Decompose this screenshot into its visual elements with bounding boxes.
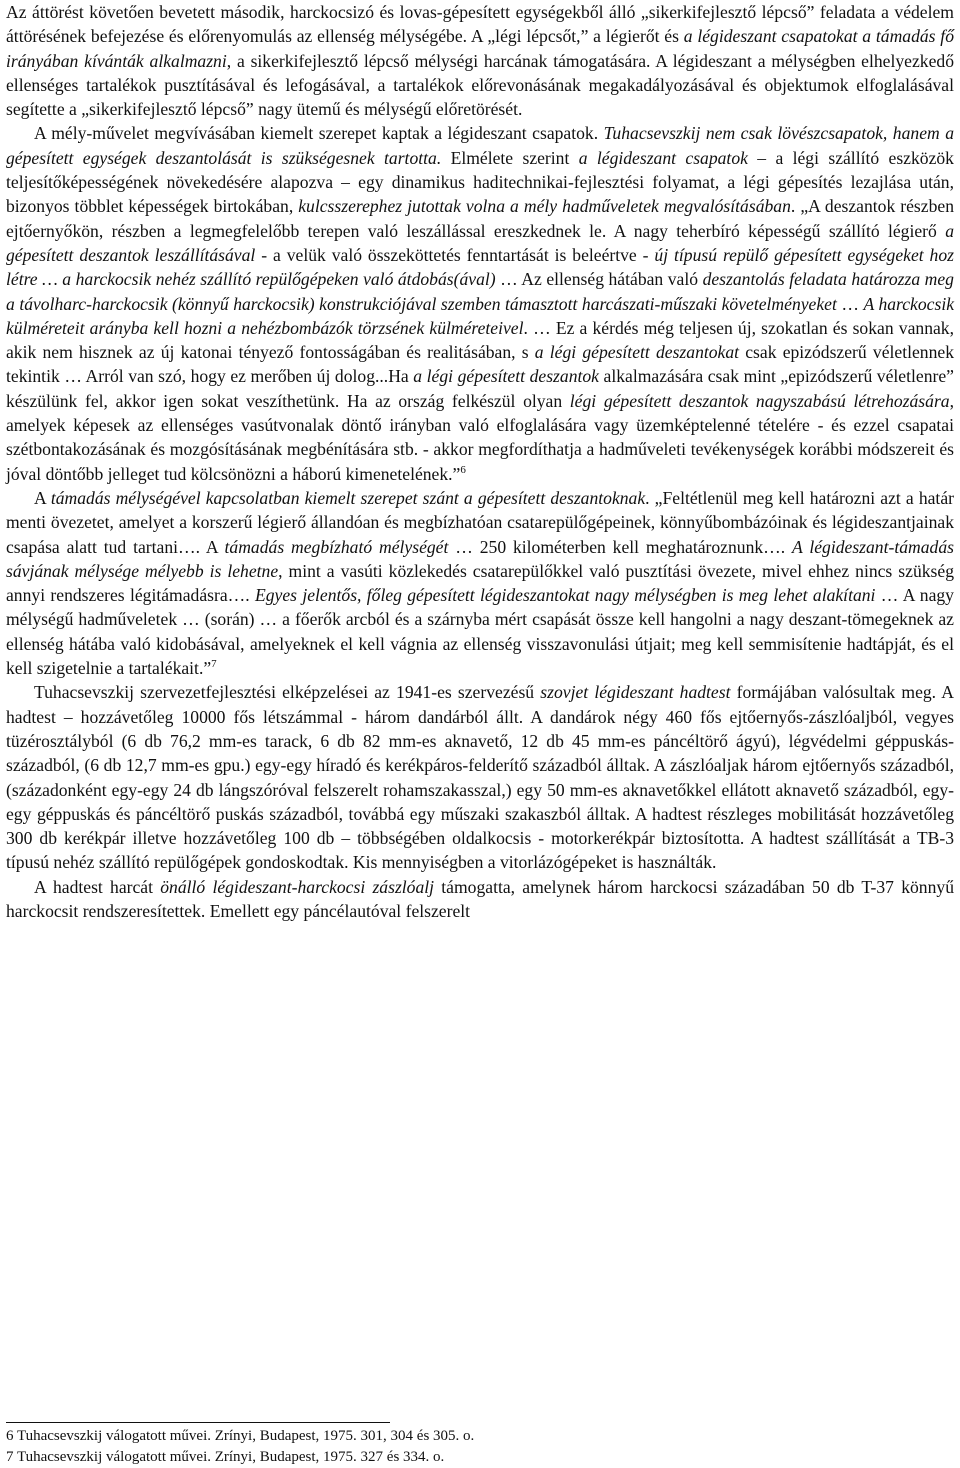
footnote-6: 6 Tuhacsevszkij válogatott művei. Zrínyi, Budapest, 1975. 301, 304 és 305. o. xyxy=(6,1428,475,1444)
text-run: , mint a vasúti közlekedés csatarepülőkkel való pusztítási övezete, mivel ehhez nincs szükség annyi rendszeres légitámadásra…. xyxy=(6,560,954,606)
footnote-7: 7 Tuhacsevszkij válogatott művei. Zrínyi, Budapest, 1975. 327 és 334. o. xyxy=(6,1449,445,1465)
italic-run: önálló légideszant-harckocsi zászlóalj xyxy=(160,876,435,897)
italic-run: szovjet légideszant hadtest xyxy=(540,682,731,703)
text-run: , amelyek képesek az ellenséges vasútvonalak döntő irányban való elfoglalására vagy üzemképtelenné tételére - és ezzel csapatai szétbontakozásának és mozgósításának megbénítására stb. - akkor megfordíthatja a hadműveleti tevékenységek korábbi módszereit és jóval döntőbb jelleget tud kölcsönözni a háború kimenetelének.” xyxy=(6,390,954,484)
text-run: , a sikerkifejlesztő lépcső mélységi harcának támogatására. A légideszant a mélységben elhelyezkedő ellenséges tartalékok pusztításával és lefogásával, a tartalékok előrevonásának megakadályozásával és objektumok elfoglalásával segítette a „sikerkifejlesztő lépcső” nagy ütemű és mélységű előretörését. xyxy=(6,50,954,120)
italic-run: Egyes jelentős, főleg gépesített légideszantokat nagy mélységben is meg lehet alakítani xyxy=(254,585,876,606)
text-run: támogatta, amelynek három harckocsi századában 50 db T-37 könnyű harckocsit rendszeresítettek. Emellett egy páncélautóval felszerelt xyxy=(6,876,954,921)
italic-run: légi gépesített deszantok nagyszabású létrehozására xyxy=(569,390,950,411)
text-run: formájában valósultak meg. A hadtest – hozzávetőleg 10000 fős létszámmal - három dandárból állt. A dandárok négy 460 fős ejtőernyős-zászlóaljból, vegyes tüzérosztályból (6 db 76,2 mm-es tarack, 6 db 82 mm-es aknavető, 12 db 45 mm-es páncéltörő ágyú), légvédelmi géppuskás-századból, (6 db 12,7 mm-es gpu.) egy-egy híradó és kerékpáros-felderítő századból álltak. A zászlóaljak három ejtőernyős századból, (századonként egy-egy 24 db lángszóróval felszerelt rohamszakasszal,) egy 50 mm-es aknavetőkkel ellátott aknavető századból, egy-egy géppuskás és páncéltörő puskás századból, továbbá egy műszaki szakaszból álltak. A hadtest részleges mobilitását hozzávetőleg 300 db kerékpár illetve hozzávetőleg 100 db – többségében oldalkocsis - motorkerékpár biztosította. A hadtest szállítását a TB-3 típusú nehéz szállító repülőgépek gondoskodtak. Kis mennyiségben a vitorlázógépeket is használták. xyxy=(6,682,954,873)
italic-run: A légideszant-támadás sávjának mélysége mélyebb is lehetne xyxy=(6,536,954,581)
paragraph-1 xyxy=(6,0,954,121)
body-text xyxy=(6,0,954,923)
text-run: A mély-művelet megvívásában kiemelt szerepet kaptak a légideszant csapatok. xyxy=(34,123,604,144)
text-run: Tuhacsevszkij szervezetfejlesztési elképzelései az 1941-es szervezésű xyxy=(34,682,541,703)
text-run: … Az ellenség hátában való xyxy=(495,269,703,290)
paragraph-3 xyxy=(6,486,954,680)
text-run: . „Feltétlenül meg kell határozni azt a határ menti övezetet, amelyet a korszerű légierő állandóan és megbízhatóan csatarepülőgépeinek, könnyűbombázóinak és légideszantjainak csapása alatt tud tartani…. A xyxy=(6,487,954,557)
text-run: … A nagy mélységű hadműveletek … (során) … a főerők arcból és a szárnyba mért csapását össze kell hangolni a nagy deszant-tömegeknek az ellenség hátába való kidobásával, amelyeknek el kell vágnia az ellenség visszavonulási útjait; meg kell semmisítenie hadtápját, és el kell szigetelnie a tartalékait.” xyxy=(6,585,954,679)
footnote-separator xyxy=(6,1422,390,1423)
italic-run: a légi gépesített deszantok xyxy=(413,366,599,387)
italic-run: Tuhacsevszkij nem csak lövészcsapatok, hanem a gépesített egységek deszantolását is szükségesnek tartotta. xyxy=(6,123,954,168)
italic-run: új típusú repülő gépesített egységeket hoz létre … a harckocsik nehéz szállító repülőgépeken való átdobás(ával) xyxy=(6,244,955,290)
footnote-ref: 7 xyxy=(211,658,217,671)
italic-run: támadás mélységével kapcsolatban kiemelt szerepet szánt a gépesített deszantoknak xyxy=(50,487,646,508)
text-run: . „A deszantok részben ejtőernyőkön, részben a legmegfelelőbb terepen való leszállással ereszkednek le. A nagy teherbíró képességű szállító légierő xyxy=(6,196,954,241)
footnote-ref: 6 xyxy=(460,463,466,476)
text-run: – a légi szállító eszközök teljesítőképességének növekedésére alapozva – egy dinamikus haditechnikai-fejlesztési folyamat, a légi gépesítés lezajlása után, bizonyos többlet képességek birtokában, xyxy=(6,147,954,217)
text-run: … xyxy=(836,293,864,314)
text-run: A hadtest harcát xyxy=(34,876,161,897)
italic-run: támadás megbízható mélységét xyxy=(224,536,449,557)
text-run: … 250 kilométerben kell meghatároznunk…. xyxy=(448,536,793,557)
italic-run: a légideszant csapatok xyxy=(578,147,748,168)
italic-run: A harckocsik külméreteit arányba kell hozni a nehézbombázók törzsének külméreteivel xyxy=(6,293,955,338)
text-run: . … Ez a kérdés még teljesen új, szokatlan és sokan vannak, akik nem hisznek az új katonai tényező fontosságában és realitásában, s xyxy=(6,317,954,363)
text-run: - a velük való összeköttetés fenntartását is beleértve - xyxy=(255,244,655,265)
text-run: csak epizódszerű véletlennek tekintik … Arról van szó, hogy ez merőben új dolog...Ha xyxy=(6,342,954,387)
paragraph-5 xyxy=(6,875,954,924)
italic-run: a légideszant csapatokat a támadás fő irányában kívánták alkalmazni xyxy=(6,26,954,71)
text-run: A xyxy=(34,487,51,508)
italic-run: deszantolás feladata határozza meg a távolharc-harckocsik (könnyű harckocsik) konstrukciójával szemben támasztott harcászati-műszaki követelményeket xyxy=(6,269,954,314)
text-run: Az áttörést követően bevetett második, harckocsizó és lovas-gépesített egységekből álló „sikerkifejlesztő lépcső” feladata a védelem áttörésének befejezése és előrenyomulás az ellenség mélységébe. A „légi lépcsőt,” a légierőt és xyxy=(6,2,954,47)
paragraph-2 xyxy=(6,121,954,485)
footnotes xyxy=(6,1422,954,1468)
italic-run: kulcsszerephez jutottak volna a mély hadműveletek megvalósításában xyxy=(298,196,791,217)
italic-run: a légi gépesített deszantokat xyxy=(534,342,740,363)
paragraph-4 xyxy=(6,680,954,874)
text-run: Elmélete szerint xyxy=(441,147,579,168)
italic-run: a gépesített deszantok leszállításával xyxy=(6,220,954,265)
text-run: alkalmazására csak mint „epizódszerű véletlenre” készülünk fel, akkor igen sokat veszíthetünk. Ha az ország felkészül olyan xyxy=(6,366,954,411)
